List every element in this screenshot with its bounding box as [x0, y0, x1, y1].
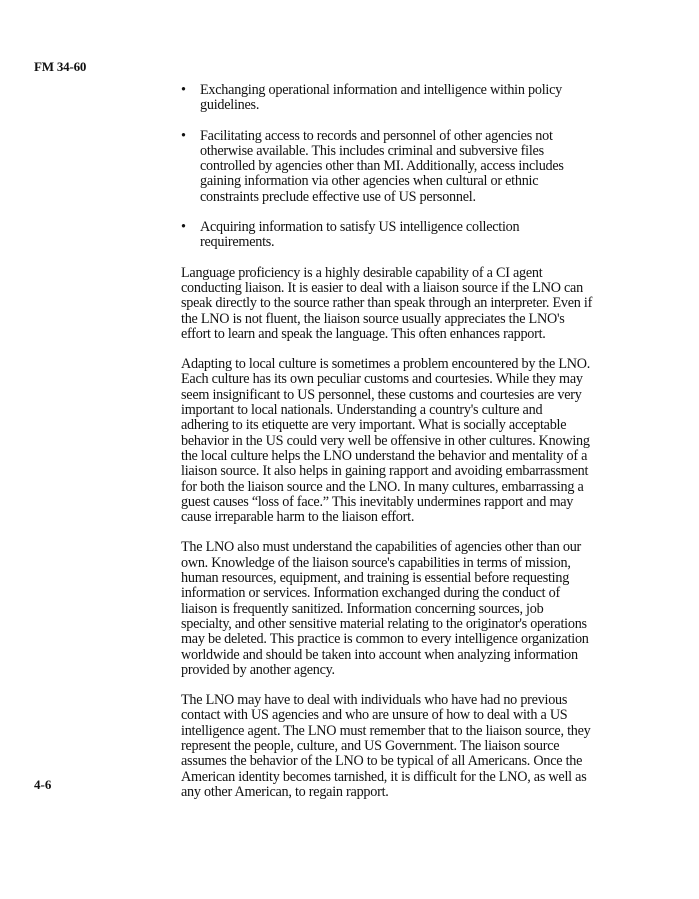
paragraph-language-proficiency: Language proficiency is a highly desirable capability of a CI agent conducting liaison. It is easier to deal with a liaison source if the LNO can speak directly to the source rather than speak through an interpreter. Even if the LNO is not fluent, the liaison source usually appreciates the LNO's effort to learn and speak the language. This often enhances rapport. [181, 264, 593, 342]
bullet-dot-icon: • [181, 127, 186, 144]
bullet-dot-icon: • [181, 82, 186, 98]
bullet-text: Exchanging operational information and intelligence within policy guidelines. [200, 82, 562, 114]
page-body [181, 83, 593, 815]
paragraph-local-culture: Adapting to local culture is sometimes a problem encountered by the LNO. Each culture has its own peculiar customs and courtesies. While they may seem insignificant to US personnel, these customs and courtesies are very important to local nationals. Understanding a country's culture and adhering to its etiquette are very important. What is socially acceptable behavior in the US could very well be offensive in other cultures. Knowing the local culture helps the LNO understand the behavior and mentality of a liaison source. It also helps in gaining rapport and avoiding embarrassment for both the liaison source and the LNO. In many cultures, embarrassing a guest causes “loss of face.” This inevitably undermines rapport and may cause irreparable harm to the liaison effort. [181, 356, 591, 526]
bullet-item [181, 220, 593, 251]
paragraph-us-representation: The LNO may have to deal with individuals who have had no previous contact with US agencies and who are unsure of how to deal with a US intelligence agent. The LNO must remember that to the liaison source, they represent the people, culture, and US Government. The liaison source assumes the behavior of the LNO to be typical of all Americans. Once the American identity becomes tarnished, it is difficult for the LNO, as well as any other American, to regain rapport. [181, 692, 591, 800]
page-number: 4-6 [34, 777, 52, 792]
paragraph-agency-capabilities: The LNO also must understand the capabilities of agencies other than our own. Knowledge of the liaison source's capabilities in terms of mission, human resources, equipment, and training is essential before requesting information or services. Information exchanged during the conduct of liaison is frequently sanitized. Information concerning sources, job specialty, and other sensitive material relating to the originator's operations may be deleted. This practice is common to every intelligence organization worldwide and should be taken into account when analyzing information provided by another agency. [181, 539, 589, 678]
bullet-dot-icon: • [181, 219, 186, 236]
bullet-item [181, 129, 593, 205]
bullet-text: Facilitating access to records and personnel of other agencies not otherwise available. This includes criminal and subversive files controlled by agencies other than MI. Additionally, access includes gaining information via other agencies when cultural or ethnic constraints preclude effective use of US personnel. [200, 127, 564, 205]
document-header: FM 34-60 [34, 59, 87, 74]
bullet-list [181, 83, 593, 251]
bullet-text: Acquiring information to satisfy US intelligence collection requirements. [200, 219, 520, 251]
bullet-item [181, 83, 593, 114]
